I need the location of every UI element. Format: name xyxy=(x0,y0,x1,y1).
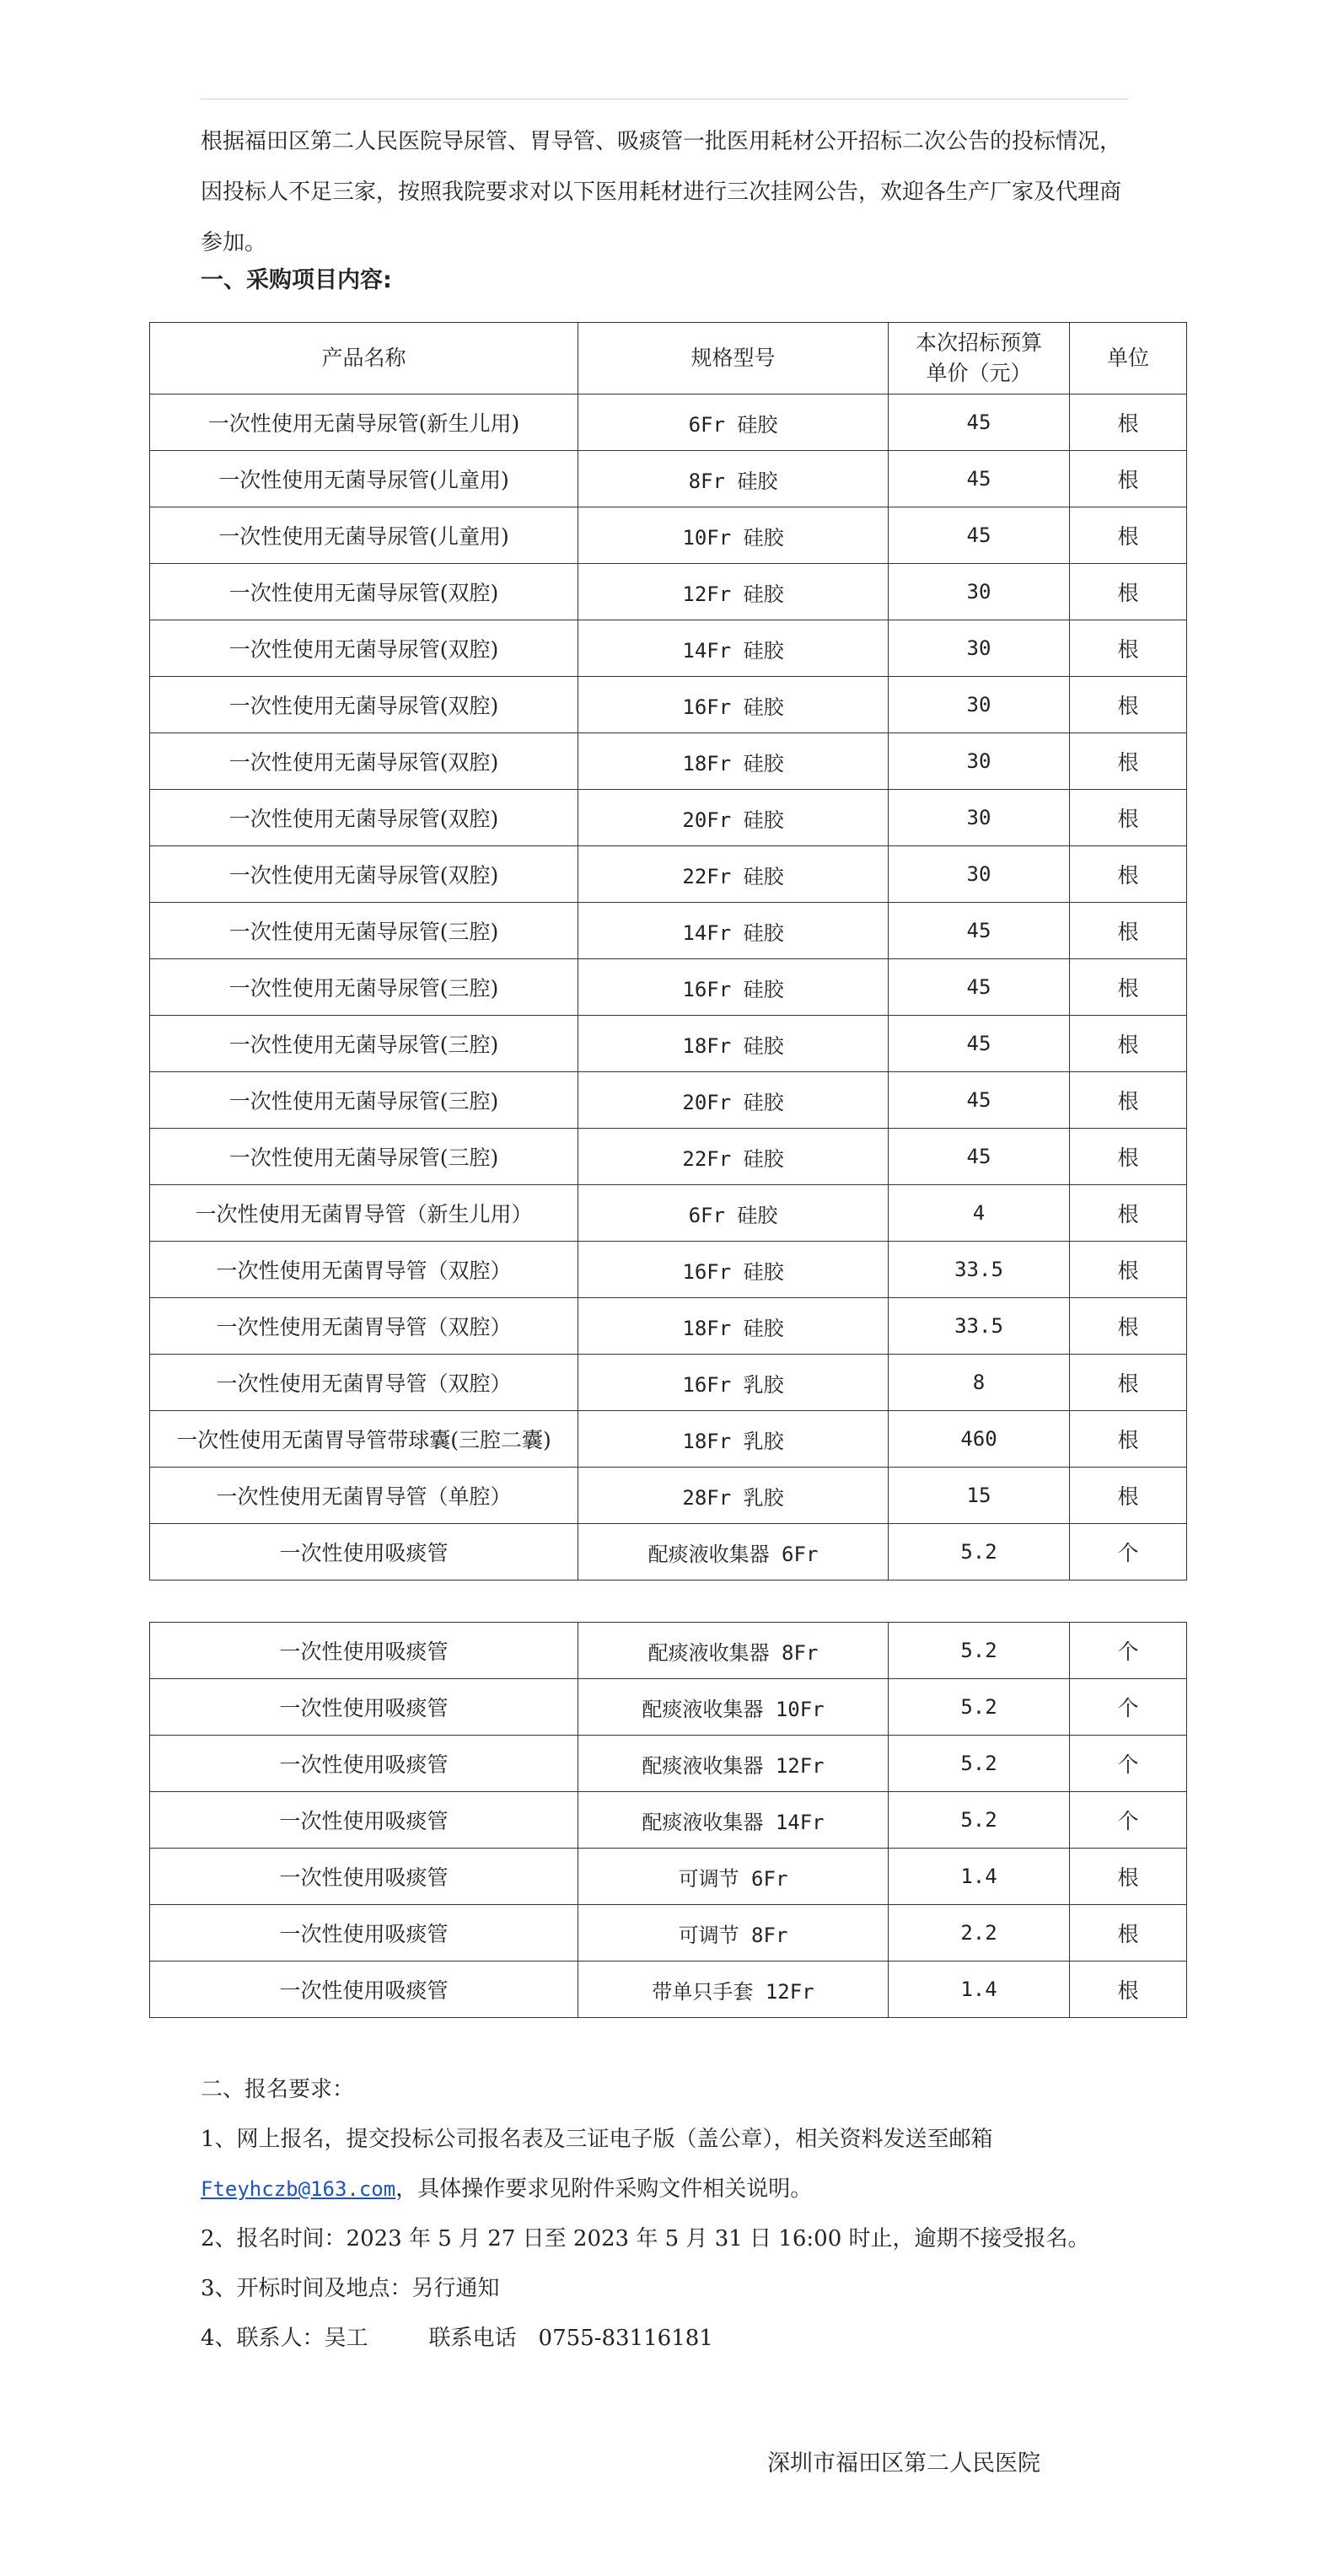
cell-spec: 18Fr 硅胶 xyxy=(578,1016,889,1072)
table-row xyxy=(150,1072,1187,1129)
cell-unit: 根 xyxy=(1070,1242,1187,1298)
cell-spec: 配痰液收集器 10Fr xyxy=(578,1679,889,1736)
table-row xyxy=(150,846,1187,903)
cell-product-name: 一次性使用吸痰管 xyxy=(150,1524,578,1580)
cell-product-name: 一次性使用无菌导尿管(双腔) xyxy=(150,790,578,846)
cell-unit: 个 xyxy=(1070,1524,1187,1580)
requirement-3: 3、开标时间及地点：另行通知 xyxy=(201,2276,500,2301)
table-row xyxy=(150,1623,1187,1679)
cell-spec: 6Fr 硅胶 xyxy=(578,1185,889,1242)
intro-paragraph: 根据福田区第二人民医院导尿管、胃导管、吸痰管一批医用耗材公开招标二次公告的投标情况，因投标人不足三家，按照我院要求对以下医用耗材进行三次挂网公告，欢迎各生产厂家及代理商参加。 xyxy=(201,129,1122,255)
table-row xyxy=(150,733,1187,790)
requirement-1-line2 xyxy=(201,2171,812,2203)
cell-price: 33.5 xyxy=(889,1298,1070,1355)
cell-spec: 16Fr 硅胶 xyxy=(578,1242,889,1298)
cell-product-name: 一次性使用吸痰管 xyxy=(150,1679,578,1736)
cell-spec: 6Fr 硅胶 xyxy=(578,394,889,451)
cell-unit: 根 xyxy=(1070,1016,1187,1072)
cell-price: 5.2 xyxy=(889,1623,1070,1679)
cell-product-name: 一次性使用吸痰管 xyxy=(150,1736,578,1792)
cell-spec: 配痰液收集器 14Fr xyxy=(578,1792,889,1849)
table-row xyxy=(150,1298,1187,1355)
cell-spec: 配痰液收集器 8Fr xyxy=(578,1623,889,1679)
header-budget-price xyxy=(889,323,1070,394)
cell-spec: 20Fr 硅胶 xyxy=(578,790,889,846)
cell-price: 45 xyxy=(889,1129,1070,1185)
cell-spec: 带单只手套 12Fr xyxy=(578,1962,889,2018)
cell-spec: 18Fr 硅胶 xyxy=(578,733,889,790)
cell-unit: 根 xyxy=(1070,1129,1187,1185)
cell-price: 30 xyxy=(889,620,1070,677)
cell-product-name: 一次性使用无菌导尿管(双腔) xyxy=(150,564,578,620)
cell-spec: 配痰液收集器 12Fr xyxy=(578,1736,889,1792)
contact-phone: 联系电话 0755-83116181 xyxy=(428,2326,713,2351)
cell-product-name: 一次性使用吸痰管 xyxy=(150,1623,578,1679)
cell-product-name: 一次性使用无菌导尿管(新生儿用) xyxy=(150,394,578,451)
cell-unit: 根 xyxy=(1070,451,1187,507)
table-row xyxy=(150,394,1187,451)
cell-price: 2.2 xyxy=(889,1905,1070,1962)
cell-price: 30 xyxy=(889,733,1070,790)
cell-price: 15 xyxy=(889,1468,1070,1524)
cell-unit: 根 xyxy=(1070,1185,1187,1242)
header-budget-price-line1: 本次招标预算 xyxy=(915,330,1042,355)
section2-title: 二、报名要求： xyxy=(201,2077,355,2102)
table-row xyxy=(150,1679,1187,1736)
cell-unit: 个 xyxy=(1070,1792,1187,1849)
cell-price: 8 xyxy=(889,1355,1070,1411)
cell-product-name: 一次性使用无菌胃导管带球囊(三腔二囊) xyxy=(150,1411,578,1468)
table-row xyxy=(150,1129,1187,1185)
table-row xyxy=(150,1355,1187,1411)
cell-unit: 根 xyxy=(1070,564,1187,620)
cell-spec: 16Fr 硅胶 xyxy=(578,959,889,1016)
cell-product-name: 一次性使用吸痰管 xyxy=(150,1962,578,2018)
cell-price: 5.2 xyxy=(889,1736,1070,1792)
cell-price: 1.4 xyxy=(889,1962,1070,2018)
cell-unit: 根 xyxy=(1070,959,1187,1016)
cell-price: 30 xyxy=(889,677,1070,733)
cell-unit: 根 xyxy=(1070,790,1187,846)
table-row xyxy=(150,507,1187,564)
cell-unit: 个 xyxy=(1070,1679,1187,1736)
cell-unit: 根 xyxy=(1070,733,1187,790)
cell-spec: 16Fr 乳胶 xyxy=(578,1355,889,1411)
cell-product-name: 一次性使用无菌胃导管（单腔） xyxy=(150,1468,578,1524)
cell-unit: 根 xyxy=(1070,1849,1187,1905)
cell-spec: 14Fr 硅胶 xyxy=(578,903,889,959)
table-body-part1 xyxy=(150,394,1187,1580)
cell-spec: 16Fr 硅胶 xyxy=(578,677,889,733)
cell-product-name: 一次性使用无菌导尿管(双腔) xyxy=(150,677,578,733)
cell-spec: 20Fr 硅胶 xyxy=(578,1072,889,1129)
cell-spec: 28Fr 乳胶 xyxy=(578,1468,889,1524)
cell-price: 45 xyxy=(889,1072,1070,1129)
table-row xyxy=(150,1242,1187,1298)
cell-unit: 个 xyxy=(1070,1623,1187,1679)
cell-spec: 可调节 6Fr xyxy=(578,1849,889,1905)
cell-price: 30 xyxy=(889,564,1070,620)
cell-product-name: 一次性使用无菌导尿管(三腔) xyxy=(150,1016,578,1072)
cell-unit: 根 xyxy=(1070,1468,1187,1524)
cell-price: 30 xyxy=(889,790,1070,846)
cell-product-name: 一次性使用无菌导尿管(儿童用) xyxy=(150,507,578,564)
table-row xyxy=(150,1185,1187,1242)
cell-price: 5.2 xyxy=(889,1524,1070,1580)
cell-spec: 22Fr 硅胶 xyxy=(578,846,889,903)
cell-spec: 配痰液收集器 6Fr xyxy=(578,1524,889,1580)
cell-unit: 根 xyxy=(1070,1905,1187,1962)
cell-price: 1.4 xyxy=(889,1849,1070,1905)
requirement-2: 2、报名时间：2023 年 5 月 27 日至 2023 年 5 月 31 日 16:00 时止，逾期不接受报名。 xyxy=(201,2226,1090,2251)
header-budget-price-line2: 单价（元） xyxy=(926,361,1032,385)
cell-price: 460 xyxy=(889,1411,1070,1468)
cell-spec: 10Fr 硅胶 xyxy=(578,507,889,564)
cell-product-name: 一次性使用无菌胃导管（双腔） xyxy=(150,1242,578,1298)
table-row xyxy=(150,1849,1187,1905)
table-row xyxy=(150,677,1187,733)
cell-spec: 18Fr 乳胶 xyxy=(578,1411,889,1468)
table-row xyxy=(150,1016,1187,1072)
cell-unit: 根 xyxy=(1070,620,1187,677)
cell-spec: 22Fr 硅胶 xyxy=(578,1129,889,1185)
table-row xyxy=(150,903,1187,959)
table-row xyxy=(150,959,1187,1016)
cell-product-name: 一次性使用无菌胃导管（双腔） xyxy=(150,1355,578,1411)
cell-price: 30 xyxy=(889,846,1070,903)
cell-product-name: 一次性使用无菌导尿管(双腔) xyxy=(150,846,578,903)
cell-spec: 可调节 8Fr xyxy=(578,1905,889,1962)
cell-price: 5.2 xyxy=(889,1792,1070,1849)
header-spec: 规格型号 xyxy=(578,323,889,394)
cell-unit: 个 xyxy=(1070,1736,1187,1792)
cell-price: 45 xyxy=(889,394,1070,451)
cell-product-name: 一次性使用吸痰管 xyxy=(150,1905,578,1962)
cell-product-name: 一次性使用无菌导尿管(双腔) xyxy=(150,620,578,677)
table-row xyxy=(150,564,1187,620)
cell-price: 45 xyxy=(889,451,1070,507)
cell-unit: 根 xyxy=(1070,1962,1187,2018)
cell-price: 45 xyxy=(889,1016,1070,1072)
cell-product-name: 一次性使用无菌胃导管（双腔） xyxy=(150,1298,578,1355)
cell-price: 45 xyxy=(889,903,1070,959)
cell-product-name: 一次性使用吸痰管 xyxy=(150,1849,578,1905)
table-row xyxy=(150,451,1187,507)
email-link[interactable]: Fteyhczb@163.com xyxy=(201,2177,396,2201)
table-row xyxy=(150,1792,1187,1849)
cell-spec: 12Fr 硅胶 xyxy=(578,564,889,620)
table-row xyxy=(150,1905,1187,1962)
contact-person: 4、联系人：吴工 xyxy=(201,2326,368,2351)
table-row xyxy=(150,1736,1187,1792)
cell-unit: 根 xyxy=(1070,903,1187,959)
table-row xyxy=(150,1962,1187,2018)
cell-unit: 根 xyxy=(1070,846,1187,903)
cell-product-name: 一次性使用无菌导尿管(三腔) xyxy=(150,959,578,1016)
cell-product-name: 一次性使用无菌导尿管(三腔) xyxy=(150,903,578,959)
procurement-table xyxy=(149,322,1187,1580)
cell-unit: 根 xyxy=(1070,1411,1187,1468)
cell-product-name: 一次性使用无菌导尿管(三腔) xyxy=(150,1129,578,1185)
cell-unit: 根 xyxy=(1070,1298,1187,1355)
header-unit: 单位 xyxy=(1070,323,1187,394)
cell-price: 45 xyxy=(889,507,1070,564)
signature: 深圳市福田区第二人民医院 xyxy=(767,2450,1040,2477)
cell-spec: 8Fr 硅胶 xyxy=(578,451,889,507)
requirement-1-line1: 1、网上报名，提交投标公司报名表及三证电子版（盖公章），相关资料发送至邮箱 xyxy=(201,2127,993,2152)
cell-unit: 根 xyxy=(1070,507,1187,564)
table-row xyxy=(150,1468,1187,1524)
cell-spec: 14Fr 硅胶 xyxy=(578,620,889,677)
table-row xyxy=(150,620,1187,677)
cell-product-name: 一次性使用无菌导尿管(三腔) xyxy=(150,1072,578,1129)
cell-product-name: 一次性使用吸痰管 xyxy=(150,1792,578,1849)
cell-product-name: 一次性使用无菌导尿管(双腔) xyxy=(150,733,578,790)
header-product-name: 产品名称 xyxy=(150,323,578,394)
cell-unit: 根 xyxy=(1070,1072,1187,1129)
cell-product-name: 一次性使用无菌导尿管(儿童用) xyxy=(150,451,578,507)
cell-price: 45 xyxy=(889,959,1070,1016)
cell-product-name: 一次性使用无菌胃导管（新生儿用） xyxy=(150,1185,578,1242)
cell-unit: 根 xyxy=(1070,394,1187,451)
section1-title: 一、采购项目内容: xyxy=(201,267,392,293)
cell-price: 5.2 xyxy=(889,1679,1070,1736)
cell-spec: 18Fr 硅胶 xyxy=(578,1298,889,1355)
requirement-4 xyxy=(201,2321,713,2352)
procurement-table-continued xyxy=(149,1622,1187,2018)
cell-unit: 根 xyxy=(1070,677,1187,733)
table-header-row xyxy=(150,323,1187,394)
cell-price: 4 xyxy=(889,1185,1070,1242)
table-row xyxy=(150,1524,1187,1580)
table-row xyxy=(150,790,1187,846)
table-row xyxy=(150,1411,1187,1468)
table-body-part2 xyxy=(150,1623,1187,2018)
cell-price: 33.5 xyxy=(889,1242,1070,1298)
requirement-1-suffix: ，具体操作要求见附件采购文件相关说明。 xyxy=(395,2176,813,2202)
cell-unit: 根 xyxy=(1070,1355,1187,1411)
